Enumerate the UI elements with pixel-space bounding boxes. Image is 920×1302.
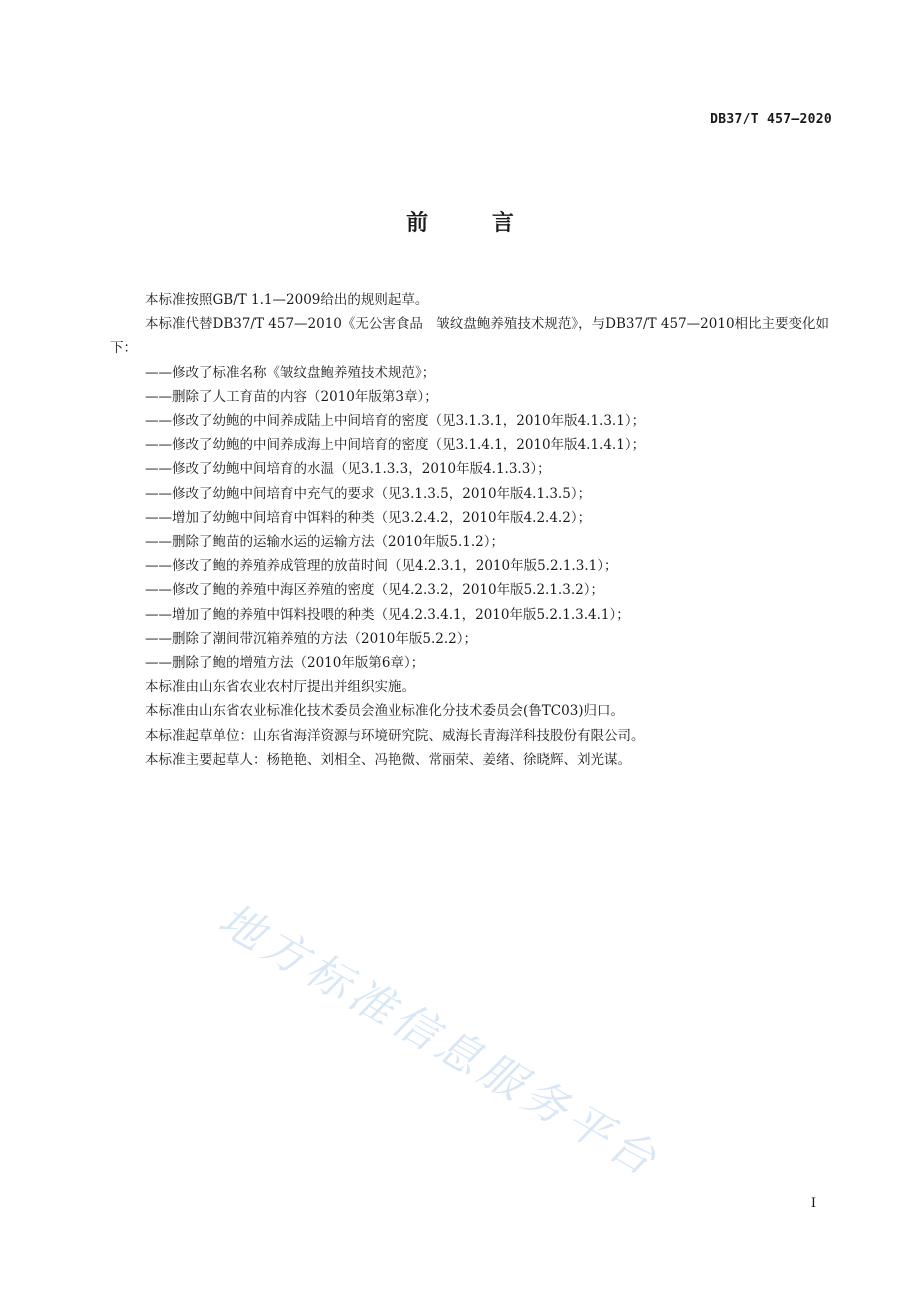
change-item: ——增加了幼鲍中间培育中饵料的种类（见3.2.4.2，2010年版4.2.4.2）； [145, 509, 592, 526]
change-item: ——删除了人工育苗的内容（2010年版第3章）； [145, 388, 438, 405]
change-item: ——增加了鲍的养殖中饵料投喂的种类（见4.2.3.4.1，2010年版5.2.1.3.4.1）； [145, 606, 630, 623]
page-number: I [810, 1196, 816, 1211]
closing-paragraph-drafters: 本标准主要起草人：杨艳艳、刘相全、冯艳微、常丽荣、姜绪、徐晓辉、刘光谋。 [145, 751, 631, 768]
change-item: ——修改了幼鲍的中间养成陆上中间培育的密度（见3.1.3.1，2010年版4.1.3.1）； [145, 413, 646, 430]
change-item: ——修改了标准名称《皱纹盘鲍养殖技术规范》； [145, 364, 436, 381]
foreword-body [110, 288, 840, 772]
closing-paragraph-committee: 本标准由山东省农业标准化技术委员会渔业标准化分技术委员会(鲁TC03)归口。 [145, 703, 625, 720]
change-item: ——修改了幼鲍中间培育的水温（见3.1.3.3，2010年版4.1.3.3）； [145, 461, 551, 478]
change-item: ——修改了鲍的养殖中海区养殖的密度（见4.2.3.2，2010年版5.2.1.3.2）； [145, 582, 604, 599]
watermark-text: 地方标准信息服务平台 [210, 893, 669, 1188]
document-code: DB37/T 457—2020 [710, 112, 832, 127]
change-item: ——删除了潮间带沉箱养殖的方法（2010年版5.2.2）； [145, 630, 477, 647]
change-item: ——修改了鲍的养殖养成管理的放苗时间（见4.2.3.1，2010年版5.2.1.3.1）； [145, 558, 618, 575]
intro-paragraph-drafting-rules: 本标准按照GB/T 1.1—2009给出的规则起草。 [145, 292, 429, 308]
closing-paragraph-drafting-units: 本标准起草单位：山东省海洋资源与环境研究院、威海长青海洋科技股份有限公司。 [145, 727, 645, 744]
page-title: 前 言 [406, 211, 542, 236]
change-item: ——删除了鲍的增殖方法（2010年版第6章）； [145, 655, 425, 672]
change-item: ——删除了鲍苗的运输水运的运输方法（2010年版5.1.2）； [145, 534, 504, 551]
intro-paragraph-replacement: 本标准代替DB37/T 457—2010《无公害食品 皱纹盘鲍养殖技术规范》，与DB37/T 457—2010相比主要变化如下： [110, 316, 830, 357]
change-item: ——修改了幼鲍的中间养成海上中间培育的密度（见3.1.4.1，2010年版4.1.4.1）； [145, 437, 646, 454]
change-item: ——修改了幼鲍中间培育中充气的要求（见3.1.3.5，2010年版4.1.3.5）； [145, 485, 592, 502]
closing-paragraph-proposer: 本标准由山东省农业农村厅提出并组织实施。 [145, 679, 415, 696]
